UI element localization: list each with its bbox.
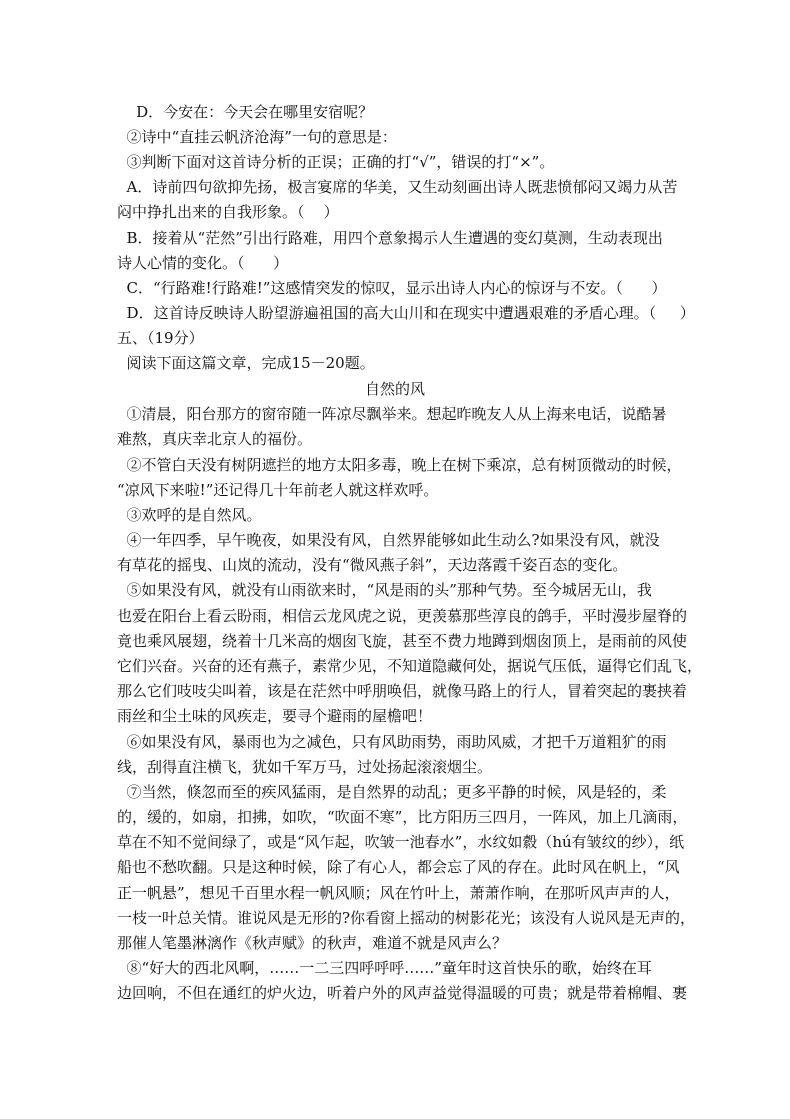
text-line-1: D．今安在：今天会在哪里安宿呢？ bbox=[117, 103, 374, 121]
article-title: 自然的风 bbox=[364, 380, 425, 398]
text-line-32: 一枝一叶总关情。谁说风是无形的?你看窗上摇动的树影花光；该没有人说风是无声的， bbox=[117, 909, 696, 927]
text-line-21: 竟也乘风展翅，绕着十几米高的烟囱飞旋，甚至不费力地蹲到烟囱顶上，是雨前的风使 bbox=[117, 632, 688, 650]
text-line-6: B．接着从“茫然”引出行路难，用四个意象揭示人生遭遇的变幻莫测，生动表现出 bbox=[117, 229, 663, 247]
text-line-9: D．这首诗反映诗人盼望游遍祖国的高大山川和在现实中遭遇艰难的矛盾心理。（ ） bbox=[117, 304, 695, 322]
text-line-20: 也爱在阳台上看云盼雨，相信云龙风虎之说，更羡慕那些淳良的鸽手，平时漫步屋脊的 bbox=[117, 607, 688, 625]
text-line-19: ⑤如果没有风，就没有山雨欲来时，“风是雨的头”那种气势。至今城居无山，我 bbox=[117, 581, 652, 599]
text-line-30: 船也不愁吹翻。只是这种时候，除了有心人，都会忘了风的存在。此时风在帆上，“风 bbox=[117, 858, 680, 876]
text-line-35: 边回响，不但在通红的炉火边，听着户外的风声益觉得温暖的可贵；就是带着棉帽、裹 bbox=[117, 984, 688, 1002]
text-line-14: ②不管白天没有树阴遮拦的地方太阳多毒，晚上在树下乘凉，总有树顶微动的时候， bbox=[117, 456, 682, 474]
text-line-34: ⑧“好大的西北风啊，……一二三四呼呼呼……”童年时这首快乐的歌，始终在耳 bbox=[117, 959, 652, 977]
text-line-16: ③欢呼的是自然风。 bbox=[117, 506, 262, 524]
text-line-17: ④一年四季，早午晚夜，如果没有风，自然界能够如此生动么?如果没有风，就没 bbox=[117, 531, 660, 549]
text-line-15: “凉风下来啦!”还记得几十年前老人就这样欢呼。 bbox=[117, 481, 439, 499]
text-line-25: ⑥如果没有风，暴雨也为之减色，只有风助雨势，雨助风威，才把千万道粗犷的雨 bbox=[117, 733, 667, 751]
text-line-12: ①清晨，阳台那方的窗帘随一阵凉尽飘举来。想起昨晚友人从上海来电话，说酷暑 bbox=[117, 405, 667, 423]
text-line-8: C．“行路难!行路难!”这感情突发的惊叹，显示出诗人内心的惊讶与不安。（ ） bbox=[117, 279, 667, 297]
text-line-28: 的，缓的，如扇，扣拂，如吹，“吹面不寒”，比方阳历三四月，一阵风，加上几滴雨， bbox=[117, 808, 688, 826]
text-line-26: 线，刮得直注横飞，犹如千军万马，过处扬起滚滚烟尘。 bbox=[117, 758, 493, 776]
text-line-18: 有草花的摇曳、山岚的流动，没有“微风燕子斜”，天边落霞千姿百态的变化。 bbox=[117, 556, 628, 574]
text-line-22: 它们兴奋。兴奋的还有燕子，素常少见，不知道隐藏何处，据说气压低，逼得它们乱飞， bbox=[117, 657, 703, 675]
text-line-2: ②诗中“直挂云帆济沧海”一句的意思是： bbox=[117, 128, 397, 146]
text-line-31: 正一帆悬”，想见千百里水程一帆风顺；风在竹叶上，萧萧作响，在那听风声声的人， bbox=[117, 884, 680, 902]
text-line-24: 雨丝和尘土味的风疾走，要寻个避雨的屋檐吧！ bbox=[117, 707, 433, 725]
text-line-23: 那么它们吱吱尖叫着，该是在茫然中呼朋唤侣，就像马路上的行人，冒着突起的裹挟着 bbox=[117, 682, 688, 700]
text-line-11: 阅读下面这篇文章，完成15－20题。 bbox=[117, 354, 375, 372]
text-line-3: ③判断下面对这首诗分析的正误；正确的打“√”，错误的打“×”。 bbox=[117, 153, 555, 171]
text-line-7: 诗人心情的变化。（ ） bbox=[117, 254, 289, 272]
section-heading: 五、（19分） bbox=[117, 329, 204, 347]
text-line-33: 那催人笔墨淋漓作《秋声赋》的秋声，难道不就是风声么？ bbox=[117, 934, 508, 952]
text-line-29: 草在不知不觉间绿了，或是“风乍起，吹皱一池春水”，水纹如縠（hú有皱纹的纱），纸 bbox=[117, 833, 685, 851]
text-line-4: A．诗前四句欲抑先扬，极言宴席的华美，又生动刻画出诗人既悲愤郁闷又竭力从苦 bbox=[117, 178, 678, 196]
text-line-5: 闷中挣扎出来的自我形象。（ ） bbox=[117, 203, 339, 221]
text-line-27: ⑦当然，倏忽而至的疾风猛雨，是自然界的动乱；更多平静的时候，风是轻的，柔 bbox=[117, 783, 667, 801]
text-line-13: 难熬，真庆幸北京人的福份。 bbox=[117, 430, 313, 448]
